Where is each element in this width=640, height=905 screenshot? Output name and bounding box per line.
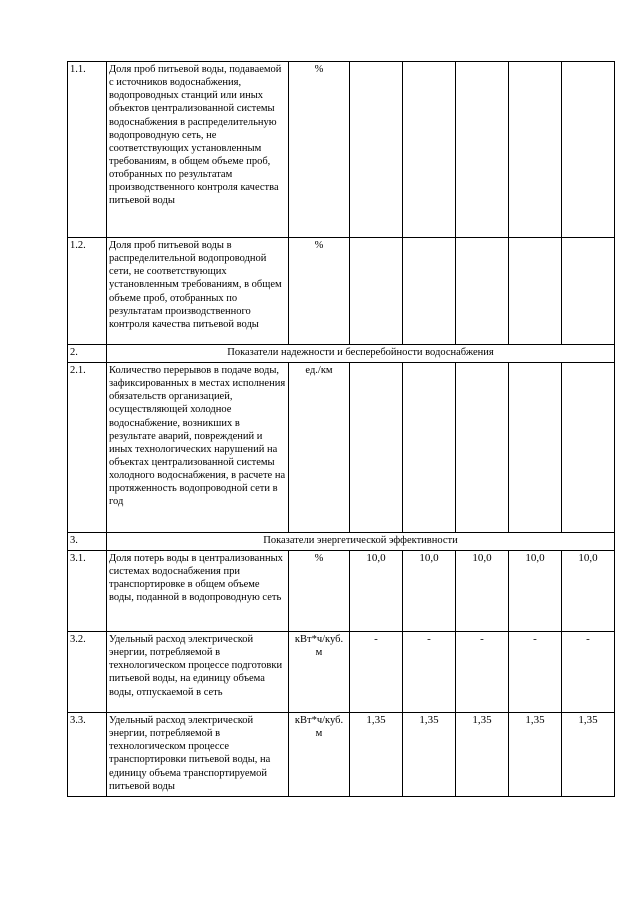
- year-value-3: [456, 238, 509, 345]
- year-value-4: 10,0: [509, 551, 562, 632]
- indicators-table-body: [68, 62, 615, 797]
- year-value-5: [562, 238, 615, 345]
- year-value-4: [509, 363, 562, 533]
- unit-of-measure: кВт*ч/куб. м: [289, 632, 350, 713]
- year-value-2: -: [403, 632, 456, 713]
- section-row: [68, 345, 615, 363]
- year-value-3: -: [456, 632, 509, 713]
- year-value-5: 10,0: [562, 551, 615, 632]
- section-number: 3.: [68, 533, 107, 551]
- indicator-description: Количество перерывов в подаче воды, зафиксированных в местах исполнения обязательств организацией, осуществляющей холодное водоснабжение, возникших в результате аварий, повреждений и иных технологических нарушений на объектах централизованной системы холодного водоснабжения, в расчете на протяженность водопроводной сети в год: [107, 363, 289, 533]
- year-value-2: 10,0: [403, 551, 456, 632]
- table-row: [68, 551, 615, 632]
- year-value-2: [403, 363, 456, 533]
- row-number: 1.1.: [68, 62, 107, 238]
- year-value-1: -: [350, 632, 403, 713]
- unit-of-measure: %: [289, 551, 350, 632]
- table-row: [68, 62, 615, 238]
- indicator-description: Доля проб питьевой воды, подаваемой с источников водоснабжения, водопроводных станций или иных объектов централизованной системы водоснабжения в распределительную водопроводную сеть, не соответствующих установленным требованиям, в общем объеме проб, отобранных по результатам производственного контроля качества питьевой воды: [107, 62, 289, 238]
- year-value-3: 1,35: [456, 713, 509, 797]
- year-value-5: 1,35: [562, 713, 615, 797]
- year-value-3: [456, 363, 509, 533]
- year-value-5: [562, 62, 615, 238]
- year-value-4: -: [509, 632, 562, 713]
- unit-of-measure: %: [289, 62, 350, 238]
- section-title: Показатели надежности и бесперебойности водоснабжения: [107, 345, 615, 363]
- year-value-1: 1,35: [350, 713, 403, 797]
- unit-of-measure: кВт*ч/куб. м: [289, 713, 350, 797]
- year-value-4: [509, 62, 562, 238]
- table-row: [68, 713, 615, 797]
- table-row: [68, 632, 615, 713]
- year-value-1: [350, 238, 403, 345]
- year-value-5: [562, 363, 615, 533]
- year-value-2: 1,35: [403, 713, 456, 797]
- section-row: [68, 533, 615, 551]
- section-number: 2.: [68, 345, 107, 363]
- year-value-2: [403, 62, 456, 238]
- year-value-4: 1,35: [509, 713, 562, 797]
- row-number: 3.2.: [68, 632, 107, 713]
- indicator-description: Удельный расход электрической энергии, потребляемой в технологическом процессе транспортировки питьевой воды, на единицу объема транспортируемой питьевой воды: [107, 713, 289, 797]
- year-value-4: [509, 238, 562, 345]
- year-value-3: [456, 62, 509, 238]
- unit-of-measure: %: [289, 238, 350, 345]
- unit-of-measure: ед./км: [289, 363, 350, 533]
- table-row: [68, 363, 615, 533]
- indicator-description: Доля потерь воды в централизованных системах водоснабжения при транспортировке в общем объеме воды, поданной в водопроводную сеть: [107, 551, 289, 632]
- row-number: 3.1.: [68, 551, 107, 632]
- row-number: 1.2.: [68, 238, 107, 345]
- year-value-5: -: [562, 632, 615, 713]
- year-value-2: [403, 238, 456, 345]
- row-number: 2.1.: [68, 363, 107, 533]
- table-row: [68, 238, 615, 345]
- indicators-table: [67, 61, 615, 797]
- year-value-3: 10,0: [456, 551, 509, 632]
- indicator-description: Удельный расход электрической энергии, потребляемой в технологическом процессе подготовки питьевой воды, на единицу объема воды, отпускаемой в сеть: [107, 632, 289, 713]
- year-value-1: [350, 363, 403, 533]
- row-number: 3.3.: [68, 713, 107, 797]
- indicator-description: Доля проб питьевой воды в распределительной водопроводной сети, не соответствующих установленным требованиям, в общем объеме проб, отобранных по результатам производственного контроля качества питьевой воды: [107, 238, 289, 345]
- section-title: Показатели энергетической эффективности: [107, 533, 615, 551]
- year-value-1: 10,0: [350, 551, 403, 632]
- year-value-1: [350, 62, 403, 238]
